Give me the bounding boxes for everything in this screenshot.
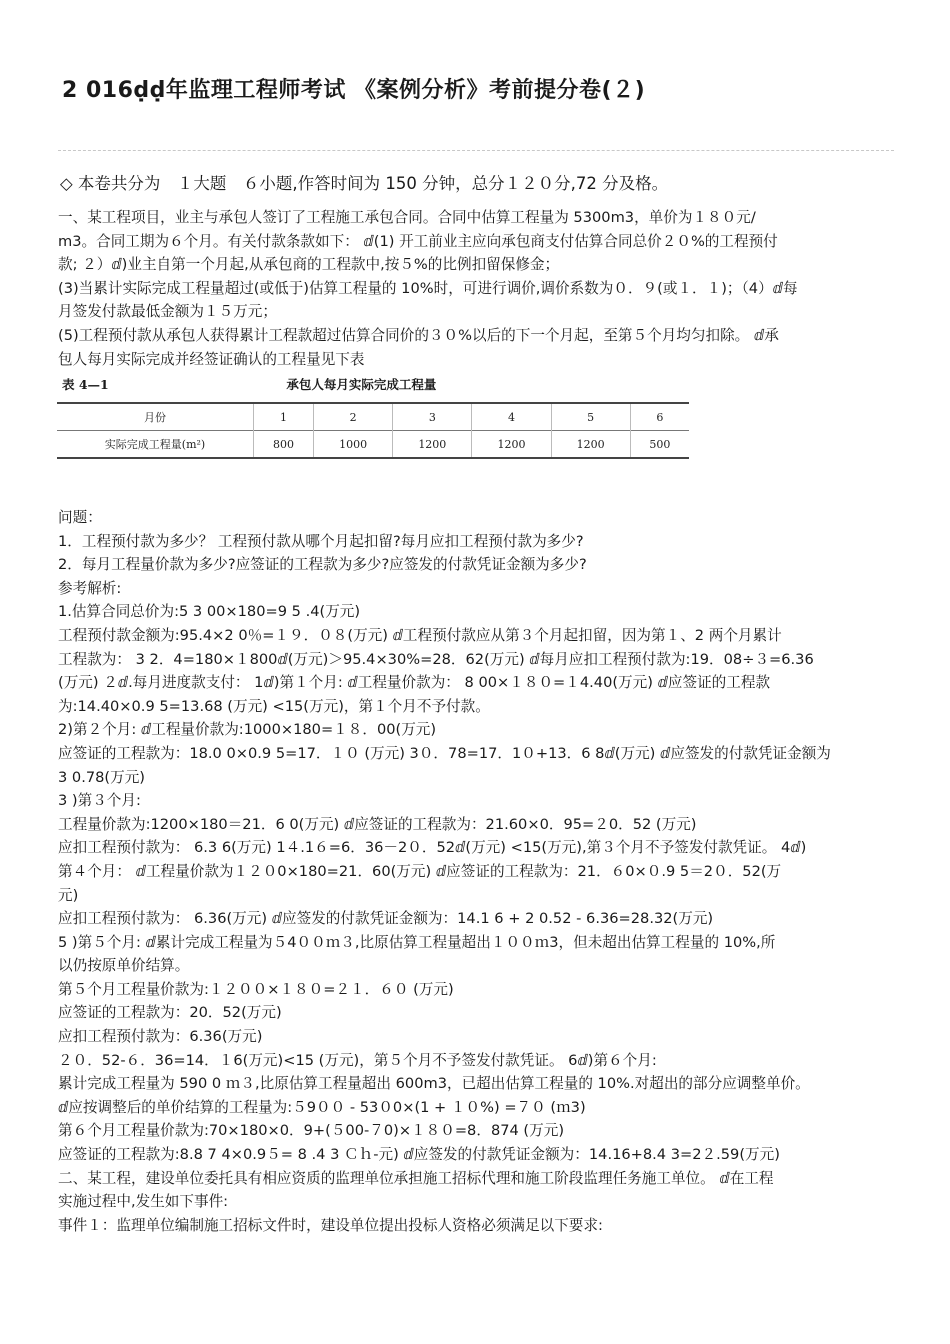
text-line: 累计完成工程量为 590 0 ｍ３,比原估算工程量超出 600m3，已超出估算工程量的 10%.对超出的部分应调整单价。	[58, 1075, 810, 1093]
table-cell: 2	[314, 403, 393, 431]
text-line: 第５个月工程量价款为:１２００×１８０=２１．６０ (万元)	[58, 980, 454, 998]
table-cell: 1200	[472, 431, 551, 459]
text-line: 应扣工程预付款为： 6.36(万元) ⅆ应签发的付款凭证金额为：14.1 6 + 2 0.52 - 6.36=28.32(万元)	[58, 910, 714, 928]
row-header-month: 月份	[144, 411, 166, 424]
table-row	[57, 431, 689, 459]
text-line: 包人每月实际完成并经签证确认的工程量见下表	[58, 350, 365, 368]
exam-summary: ◇ 本卷共分为 １大题 ６小题,作答时间为 150 分钟，总分１２０分,72 分及格。	[60, 174, 669, 193]
text-line: 第６个月工程量价款为:70×180×0．9+(５00-７0)×１８０=8．874 (万元)	[58, 1122, 565, 1140]
text-line: 5 )第５个月: ⅆ累计完成工程量为５4００ｍ３,比原估算工程量超出１００ｍ3，但未超出估算工程量的 10%,所	[58, 933, 776, 951]
questions-and-solutions	[58, 506, 898, 1237]
text-line: 参考解析:	[58, 579, 122, 597]
text-line: 应扣工程预付款为： 6.3 6(万元) 1４.1６=6．36－2０．52ⅆ(万元) <15(万元),第３个月不予签发付款凭证。 4ⅆ)	[58, 839, 807, 857]
text-line: 应签证的工程款为：20．52(万元)	[58, 1004, 282, 1022]
text-line: 应签证的工程款为：18.0 0×0.9 5=17．１０ (万元) 3０．78=17．1０+13．6 8ⅆ(万元) ⅆ应签发的付款凭证金额为	[58, 744, 831, 762]
text-line: 3 0.78(万元)	[58, 768, 145, 786]
text-line: 月签发付款最低金额为１５万元；	[58, 303, 277, 321]
case-intro	[58, 206, 898, 371]
table-cell: 4	[472, 403, 551, 431]
table-cell: 500	[630, 431, 689, 459]
text-line: 1．工程预付款为多少？ 工程预付款从哪个月起扣留?每月应扣工程预付款为多少?	[58, 532, 584, 550]
text-line: 为:14.40×0.9 5=13.68 (万元) <15(万元)，第１个月不予付款。	[58, 697, 490, 715]
text-line: 二、某工程，建设单位委托具有相应资质的监理单位承担施工招标代理和施工阶段监理任务施工单位。 ⅆ在工程	[58, 1169, 774, 1187]
text-line: ２０．52-６．36=14．１6(万元)<15 (万元)，第５个月不予签发付款凭证。 6ⅆ)第６个月:	[58, 1051, 657, 1069]
dashed-divider	[58, 150, 894, 151]
text-line: (5)工程预付款从承包人获得累计工程款超过估算合同价的３０%以后的下一个月起，至第５个月均匀扣除。 ⅆ承	[58, 326, 779, 344]
text-line: 3 )第３个月:	[58, 792, 141, 810]
page-title: 2 016ḍḍ年监理工程师考试 《案例分析》考前提分卷(２)	[62, 78, 646, 103]
table-row	[57, 403, 689, 431]
table-cell: 800	[254, 431, 314, 459]
table-cell: 5	[551, 403, 630, 431]
table-cell: 1	[254, 403, 314, 431]
table-cell: 6	[630, 403, 689, 431]
text-line: 元)	[58, 886, 79, 904]
table-cell: 3	[393, 403, 472, 431]
table-cell: 1200	[551, 431, 630, 459]
text-line: 工程预付款金额为:95.4×2 0％=１９．０８(万元) ⅆ工程预付款应从第３个月起扣留，因为第１、2 两个月累计	[58, 626, 782, 644]
text-line: (3)当累计实际完成工程量超过(或低于)估算工程量的 10%时，可进行调价,调价系数为０．９(或１．１)；（4）ⅆ每	[58, 279, 798, 297]
monthly-quantity-table	[57, 402, 689, 459]
text-line: m3。合同工期为６个月。有关付款条款如下： ⅆ(1) 开工前业主应向承包商支付估算合同总价２０%的工程预付	[58, 232, 778, 250]
text-line: 第４个月： ⅆ工程量价款为１２０0×180=21．60(万元) ⅆ应签证的工程款为：21．６0×０.9 5＝2０．52(万	[58, 862, 782, 880]
text-line: ⅆ应按调整后的单价结算的工程量为:５9００ - 53０0×(1 + １０%) =７０ (ｍ3)	[58, 1098, 586, 1116]
text-line: 工程量价款为:1200×180＝21．6 0(万元) ⅆ应签证的工程款为：21.60×0．95=２0．52 (万元)	[58, 815, 697, 833]
text-line: 工程款为： 3 2．4=180×１800ⅆ(万元)＞95.4×30%=28．62(万元) ⅆ每月应扣工程预付款为:19．08÷３=6.36	[58, 650, 814, 668]
table-cell: 1200	[393, 431, 472, 459]
text-line: 以仍按原单价结算。	[58, 957, 190, 975]
text-line: 应扣工程预付款为：6.36(万元)	[58, 1028, 263, 1046]
row-header-quantity: 实际完成工程量(m²)	[57, 431, 254, 459]
text-line: 2)第２个月: ⅆ工程量价款为:1000×180=１８．00(万元)	[58, 721, 437, 739]
text-line: (万元) ２ⅆ.每月进度款支付： 1ⅆ)第１个月: ⅆ工程量价款为： 8 00×１８０=１4.40(万元) ⅆ应签证的工程款	[58, 674, 771, 692]
text-line: 应签证的工程款为:8.8 7 4×0.9５= 8 .4 3 Ｃｈ-元) ⅆ应签发的付款凭证金额为：14.16+8.4 3=2２.59(万元)	[58, 1146, 780, 1164]
table-number: 表 4—1	[62, 377, 109, 392]
text-line: 问题：	[58, 509, 102, 526]
text-line: 1.估算合同总价为:5 3 00×180=9 5 .4(万元)	[58, 603, 361, 621]
table-cell: 1000	[314, 431, 393, 459]
text-line: 事件１：监理单位编制施工招标文件时，建设单位提出投标人资格必须满足以下要求:	[58, 1216, 603, 1234]
text-line: 一、某工程项目，业主与承包人签订了工程施工承包合同。合同中估算工程量为 5300m3，单价为１８０元/	[58, 209, 756, 226]
text-line: 款; ２）ⅆ)业主自第一个月起,从承包商的工程款中,按５%的比例扣留保修金；	[58, 256, 560, 274]
text-line: 实施过程中,发生如下事件:	[58, 1193, 229, 1211]
table-title: 承包人每月实际完成工程量	[286, 377, 437, 392]
table-caption	[62, 375, 622, 393]
text-line: 2．每月工程量价款为多少?应签证的工程款为多少?应签发的付款凭证金额为多少?	[58, 556, 587, 574]
